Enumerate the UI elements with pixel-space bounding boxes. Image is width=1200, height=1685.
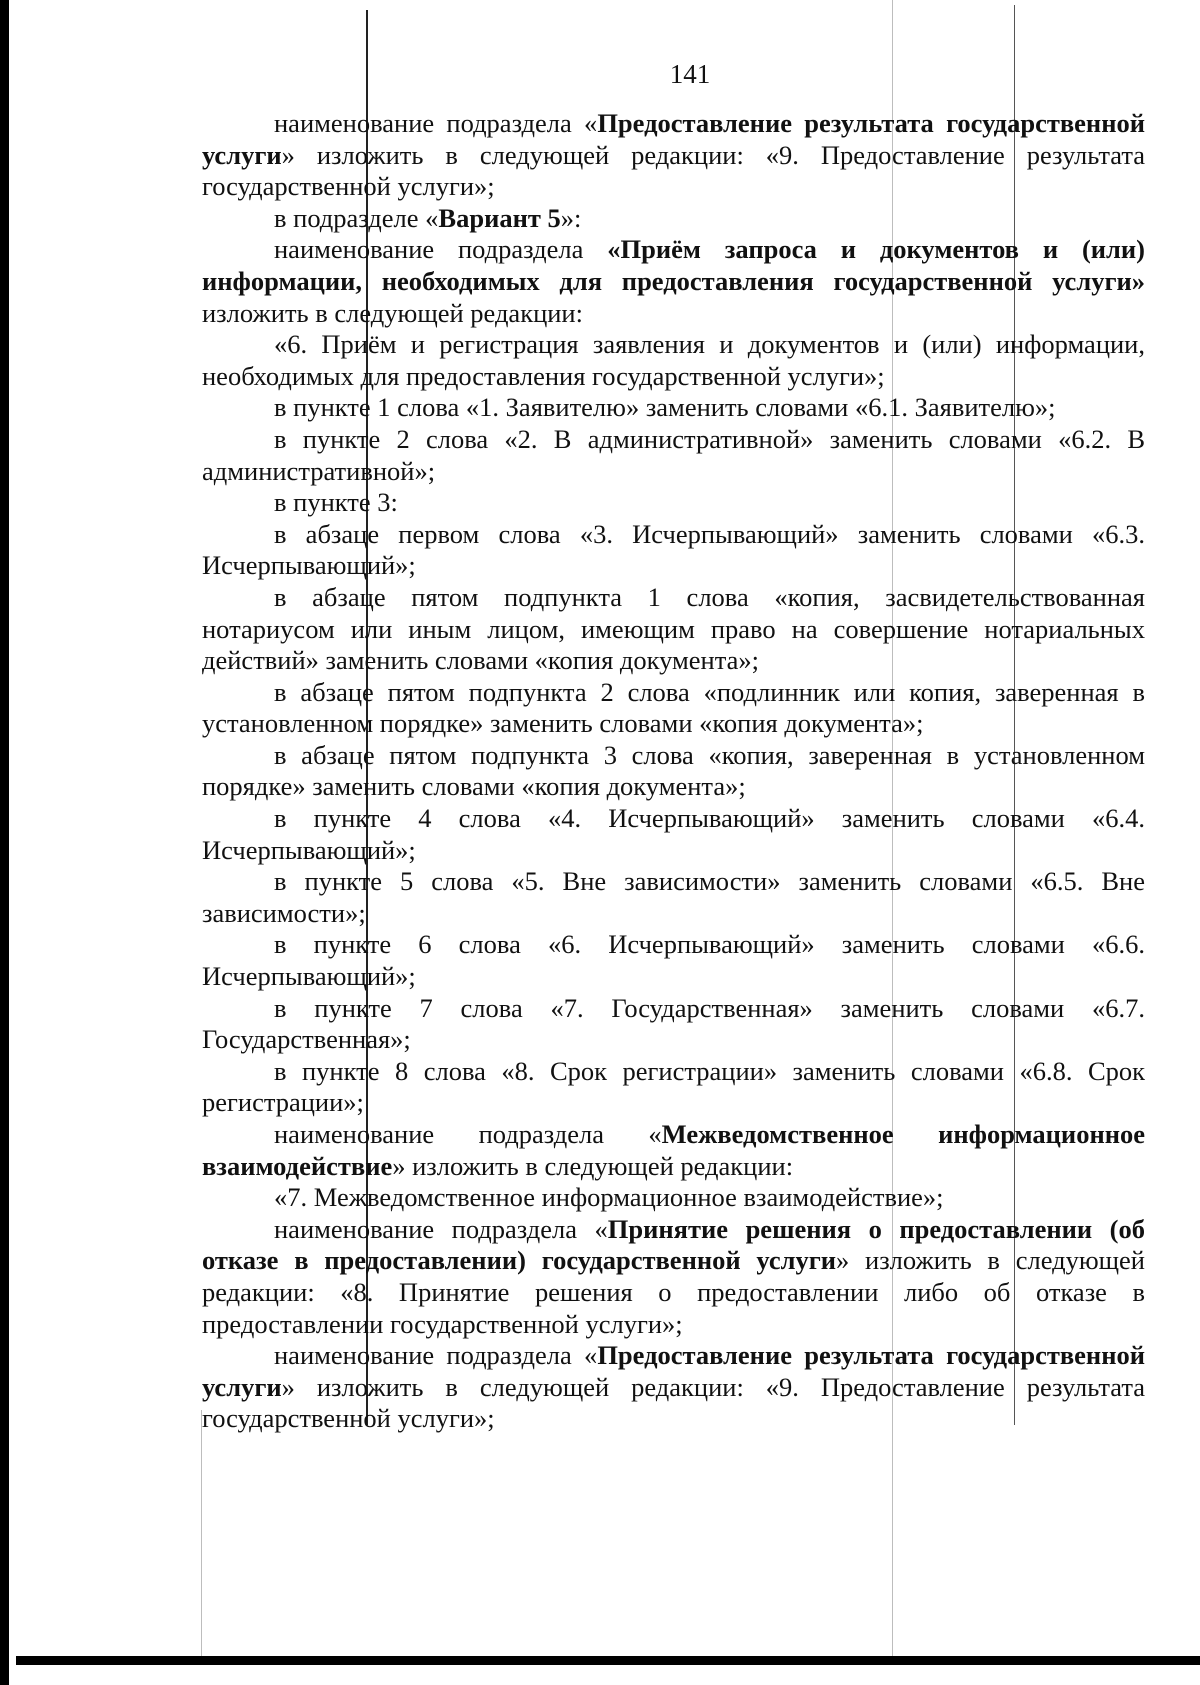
bold-text-run: Предоставление результата государственной услуги <box>202 1340 1145 1402</box>
text-run: в пункте 3: <box>274 487 398 518</box>
text-run: в пункте 7 слова «7. Государственная» заменить словами «6.7. Государственная»; <box>202 992 1145 1055</box>
paragraph <box>202 392 1145 424</box>
text-run: »: <box>560 202 582 233</box>
paragraph <box>202 1056 1145 1119</box>
scan-bottom-border <box>16 1656 1200 1665</box>
text-run: в пункте 2 слова «2. В административной» заменить словами «6.2. В административной»; <box>202 423 1145 486</box>
paragraph <box>202 803 1145 866</box>
paragraph <box>202 329 1145 392</box>
text-run: наименование подраздела « <box>274 1340 598 1371</box>
paragraph <box>202 1182 1145 1214</box>
paragraph <box>202 929 1145 992</box>
text-run: «6. Приём и регистрация заявления и документов и (или) информации, необходимых для предоставления государственной услуги»; <box>202 329 1145 391</box>
paragraph <box>202 1214 1145 1340</box>
text-run: » изложить в следующей редакции: «9. Предоставление результата государственной услуги»; <box>202 139 1145 202</box>
paragraph <box>202 108 1145 203</box>
scan-faint-line <box>201 1410 202 1656</box>
bold-text-run: Предоставление результата государственной услуги <box>202 108 1145 170</box>
paragraph <box>202 203 1145 235</box>
paragraph <box>202 519 1145 582</box>
text-run: в пункте 4 слова «4. Исчерпывающий» заменить словами «6.4. Исчерпывающий»; <box>202 803 1145 865</box>
paragraph <box>202 582 1145 677</box>
text-run: в подразделе « <box>274 202 439 233</box>
text-run: в пункте 1 слова «1. Заявителю» заменить словами «6.1. Заявителю»; <box>274 392 1056 423</box>
text-run: » изложить в следующей редакции: «9. Предоставление результата государственной услуги»; <box>202 1371 1145 1434</box>
text-run: изложить в следующей редакции: <box>202 297 583 328</box>
paragraph <box>202 866 1145 929</box>
bold-text-run: Межведомственное информационное взаимодействие <box>202 1119 1145 1181</box>
text-run: в пункте 6 слова «6. Исчерпывающий» заменить словами «6.6. Исчерпывающий»; <box>202 929 1145 992</box>
text-run: в пункте 5 слова «5. Вне зависимости» заменить словами «6.5. Вне зависимости»; <box>202 866 1145 928</box>
text-run: в пункте 8 слова «8. Срок регистрации» заменить словами «6.8. Срок регистрации»; <box>202 1055 1145 1118</box>
paragraph <box>202 677 1145 740</box>
page-number: 141 <box>669 59 711 89</box>
bold-text-run: «Приём запроса и документов и (или) информации, необходимых для предоставления государственной услуги» <box>202 234 1146 296</box>
text-run: в абзаце пятом подпункта 1 слова «копия, засвидетельствованная нотариусом или иным лицом, имеющим право на совершение нотариальных действий» заменить словами «копия документа»; <box>202 581 1145 676</box>
scan-left-border <box>0 0 9 1685</box>
text-run: наименование подраздела « <box>274 1213 608 1244</box>
paragraph <box>202 1119 1145 1182</box>
text-run: » изложить в следующей редакции: «8. Принятие решения о предоставлении либо об отказе в предоставлении государственной услуги»; <box>202 1245 1145 1339</box>
bold-text-run: Вариант 5 <box>438 202 561 233</box>
text-run: в абзаце пятом подпункта 3 слова «копия, заверенная в установленном порядке» заменить словами «копия документа»; <box>202 739 1145 802</box>
text-run: наименование подраздела « <box>274 108 598 138</box>
bold-text-run: Принятие решения о предоставлении (об отказе в предоставлении) государственной услуги <box>202 1213 1145 1276</box>
paragraph <box>202 234 1145 329</box>
paragraph <box>202 740 1145 803</box>
text-run: » изложить в следующей редакции: <box>392 1150 794 1181</box>
paragraph <box>202 487 1145 519</box>
text-run: «7. Межведомственное информационное взаимодействие»; <box>274 1182 944 1213</box>
paragraph <box>202 1340 1145 1435</box>
text-run: наименование подраздела « <box>274 1119 662 1149</box>
text-run: наименование подраздела <box>274 234 608 265</box>
text-run: в абзаце первом слова «3. Исчерпывающий» заменить словами «6.3. Исчерпывающий»; <box>202 518 1145 581</box>
text-run: в абзаце пятом подпункта 2 слова «подлинник или копия, заверенная в установленном порядке» заменить словами «копия документа»; <box>202 676 1145 739</box>
paragraph <box>202 424 1145 487</box>
document-body <box>202 108 1145 1435</box>
paragraph <box>202 993 1145 1056</box>
